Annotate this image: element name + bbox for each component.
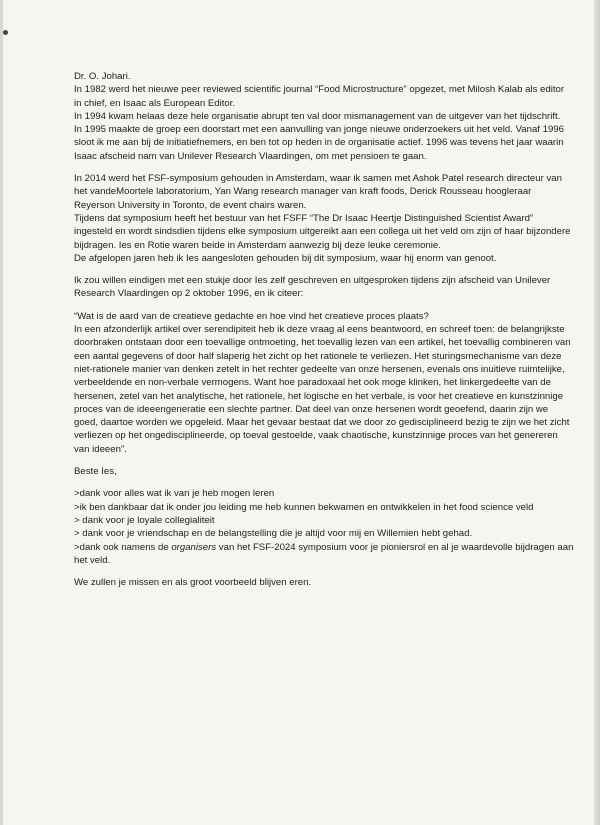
list-item: > dank voor je vriendschap en de belangstelling die je altijd voor mij en Willemien hebt gehad. [74,528,473,540]
paragraph-quote-intro: Ik zou willen eindigen met een stukje door Ies zelf geschreven en uitgesproken tijdens zijn afscheid van Unilever Research Vlaardingen op 2 oktober 1996, en ik citeer: [74,275,551,300]
paragraph-recent-years: De afgelopen jaren heb ik Ies aangesloten gehouden bij dit symposium, waar hij enorm van genoot. [74,252,497,264]
quote-body: In een afzonderlijk artikel over serendipiteit heb ik deze vraag al eens beantwoord, en schreef toen: de belangrijkste doorbraken ontstaan door een toevallige ontmoeting, het toevallig lezen van een artikel, het toevallig combineren van een aantal gegevens of door half slaperig het zicht op het rationele te verliezen. Het sturingsmechanisme van deze niet-rationele manier van denken zetelt in het rechter gedeelte van onze hersenen, evenals ons inuitieve ruimtelijke, verbeeldende en non-verbale vermogens. Want hoe paradoxaal het ook moge klinken, het linkergedeelte van de hersenen, zetel van het analytische, het rationele, het logische en het verbale, is voor het creatieve en kunstzinnige proces van de ideeengeneratie een slechte partner. Dat deel van onze hersenen wordt geoefend, daarin zijn we goed, daartoe worden we opgeleid. Maar het gevaar bestaat dat we door zo gedisciplineerd bezig te zijn we het zicht verliezen op het ongedisciplineerde, op toeval gestoelde, vaak chaotische, kunstzinnige proces van het genereren van ideeen”. [74,324,571,455]
paragraph-1994: In 1994 kwam helaas deze hele organisatie abrupt ten val door mismanagement van de uitgever van het tijdschrift. [74,110,561,122]
list-item: > dank voor je loyale collegialiteit [74,514,215,526]
list-item: >ik ben dankbaar dat ik onder jou leiding me heb kunnen bekwamen en ontwikkelen in het food science veld [74,501,534,513]
list-item: >dank voor alles wat ik van je heb mogen leren [74,488,275,500]
list-item-text: >dank ook namens de [74,541,172,553]
salutation: Beste Ies, [74,466,117,478]
paragraph-1995: In 1995 maakte de groep een doorstart met een aanvulling van jonge nieuwe onderzoekers uit het veld. Vanaf 1996 sloot ik me aan bij de initiatiefnemers, en ben tot op heden in de organisatie actief. 1996 was tevens het jaar waarin Isaac afscheid nam van Unilever Research Vlaardingen, om met pensioen te gaan. [74,124,564,162]
paragraph-1982: In 1982 werd het nieuwe peer reviewed scientific journal “Food Microstructure” opgezet, met Milosh Kalab als editor in chief, en Isaac als European Editor. [74,84,565,109]
quote-question: “Wat is de aard van de creatieve gedachte en hoe vind het creatieve proces plaats? [74,310,429,322]
paragraph-award: Tijdens dat symposium heeft het bestuur van het FSFF “The Dr Isaac Heertje Distinguished Scientist Award” ingesteld en wordt sindsdien tijdens elke symposium uitgereikt aan een collega uit het veld om zijn of haar bijzondere bijdragen. Ies en Rotie waren beide in Amsterdam aanwezig bij deze leuke ceremonie. [74,212,571,251]
page-edge-right [594,0,600,825]
list-item-text: van het FSF-2024 symposium voor je pioniersrol en al je waardevolle bijdragen aan het veld. [74,541,574,566]
closing-line: We zullen je missen en als groot voorbeeld blijven eren. [74,577,312,589]
punch-hole [3,30,8,35]
emphasis-organisers: organisers [171,541,217,553]
addressee: Dr. O. Johari. [74,71,131,82]
list-item [74,541,574,568]
thanks-list [74,487,574,567]
page-edge-left [0,0,3,825]
letter-body [74,70,574,589]
paragraph-2014: In 2014 werd het FSF-symposium gehouden in Amsterdam, waar ik samen met Ashok Patel research directeur van het vandeMoortele laboratorium, Yan Wang research manager van kraft foods, Derick Rousseau hoogleraar Reyerson University in Toronto, de event chairs waren. [74,173,562,211]
